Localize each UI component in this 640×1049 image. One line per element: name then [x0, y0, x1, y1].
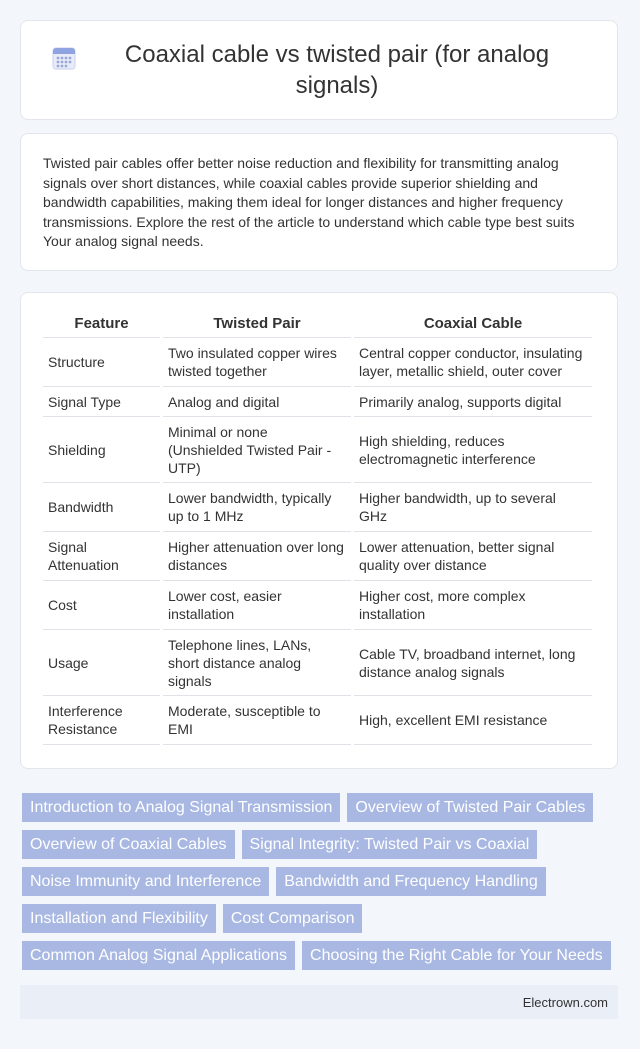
coaxial-cell: Cable TV, broadband internet, long distance analog signals	[354, 630, 592, 696]
topic-tag-bandwidth[interactable]: Bandwidth and Frequency Handling	[276, 867, 546, 896]
intro-card	[20, 133, 618, 271]
intro-paragraph: Twisted pair cables offer better noise reduction and flexibility for transmitting analog signals over short distances, while coaxial cables provide superior shielding and bandwidth capabilities, making them ideal for longer distances and higher frequency transmissions. Explore the rest of the article to understand which cable type best suits Your analog signal needs.	[43, 155, 575, 249]
table-header-row	[43, 309, 592, 338]
coaxial-cell: High shielding, reduces electromagnetic interference	[354, 417, 592, 483]
feature-cell: Signal Type	[43, 387, 160, 417]
twisted-pair-cell: Lower cost, easier installation	[163, 581, 351, 630]
column-header-feature: Feature	[43, 309, 160, 338]
topic-tag-coaxial-overview[interactable]: Overview of Coaxial Cables	[22, 830, 235, 859]
coaxial-cell: Lower attenuation, better signal quality over distance	[354, 532, 592, 581]
column-header-twisted-pair: Twisted Pair	[163, 309, 351, 338]
topic-tag-noise-immunity[interactable]: Noise Immunity and Interference	[22, 867, 269, 896]
topic-tag-twisted-pair-overview[interactable]: Overview of Twisted Pair Cables	[347, 793, 593, 822]
topic-tag-applications[interactable]: Common Analog Signal Applications	[22, 941, 295, 970]
footer-site-name: Electrown.com	[522, 994, 608, 1010]
feature-cell: Interference Resistance	[43, 696, 160, 745]
table-row	[43, 532, 592, 581]
twisted-pair-cell: Moderate, susceptible to EMI	[163, 696, 351, 745]
calendar-grid-icon	[51, 45, 77, 71]
topic-tag-cost[interactable]: Cost Comparison	[223, 904, 363, 933]
twisted-pair-cell: Minimal or none (Unshielded Twisted Pair - UTP)	[163, 417, 351, 483]
coaxial-cell: Higher bandwidth, up to several GHz	[354, 483, 592, 532]
coaxial-cell: High, excellent EMI resistance	[354, 696, 592, 745]
twisted-pair-cell: Lower bandwidth, typically up to 1 MHz	[163, 483, 351, 532]
feature-cell: Usage	[43, 630, 160, 696]
topic-tag-choosing-cable[interactable]: Choosing the Right Cable for Your Needs	[302, 941, 611, 970]
topic-tags	[22, 793, 618, 970]
coaxial-cell: Central copper conductor, insulating layer, metallic shield, outer cover	[354, 338, 592, 387]
twisted-pair-cell: Higher attenuation over long distances	[163, 532, 351, 581]
comparison-table-card	[20, 292, 618, 769]
feature-cell: Shielding	[43, 417, 160, 483]
topic-tag-introduction[interactable]: Introduction to Analog Signal Transmission	[22, 793, 340, 822]
page-title: Coaxial cable vs twisted pair (for analog signals)	[124, 41, 550, 99]
coaxial-cell: Higher cost, more complex installation	[354, 581, 592, 630]
footer	[20, 985, 618, 1019]
column-header-coaxial-cable: Coaxial Cable	[354, 309, 592, 338]
twisted-pair-cell: Telephone lines, LANs, short distance analog signals	[163, 630, 351, 696]
title-card	[20, 20, 618, 120]
twisted-pair-cell: Two insulated copper wires twisted together	[163, 338, 351, 387]
table-row	[43, 338, 592, 387]
feature-cell: Structure	[43, 338, 160, 387]
table-row	[43, 417, 592, 483]
feature-cell: Signal Attenuation	[43, 532, 160, 581]
table-row	[43, 630, 592, 696]
topic-tag-signal-integrity[interactable]: Signal Integrity: Twisted Pair vs Coaxial	[242, 830, 538, 859]
twisted-pair-cell: Analog and digital	[163, 387, 351, 417]
feature-cell: Cost	[43, 581, 160, 630]
feature-cell: Bandwidth	[43, 483, 160, 532]
title-wrap	[21, 39, 617, 101]
table-row	[43, 581, 592, 630]
table-row	[43, 696, 592, 745]
table-row	[43, 387, 592, 417]
coaxial-cell: Primarily analog, supports digital	[354, 387, 592, 417]
comparison-table	[40, 309, 595, 745]
topic-tag-installation[interactable]: Installation and Flexibility	[22, 904, 216, 933]
table-row	[43, 483, 592, 532]
